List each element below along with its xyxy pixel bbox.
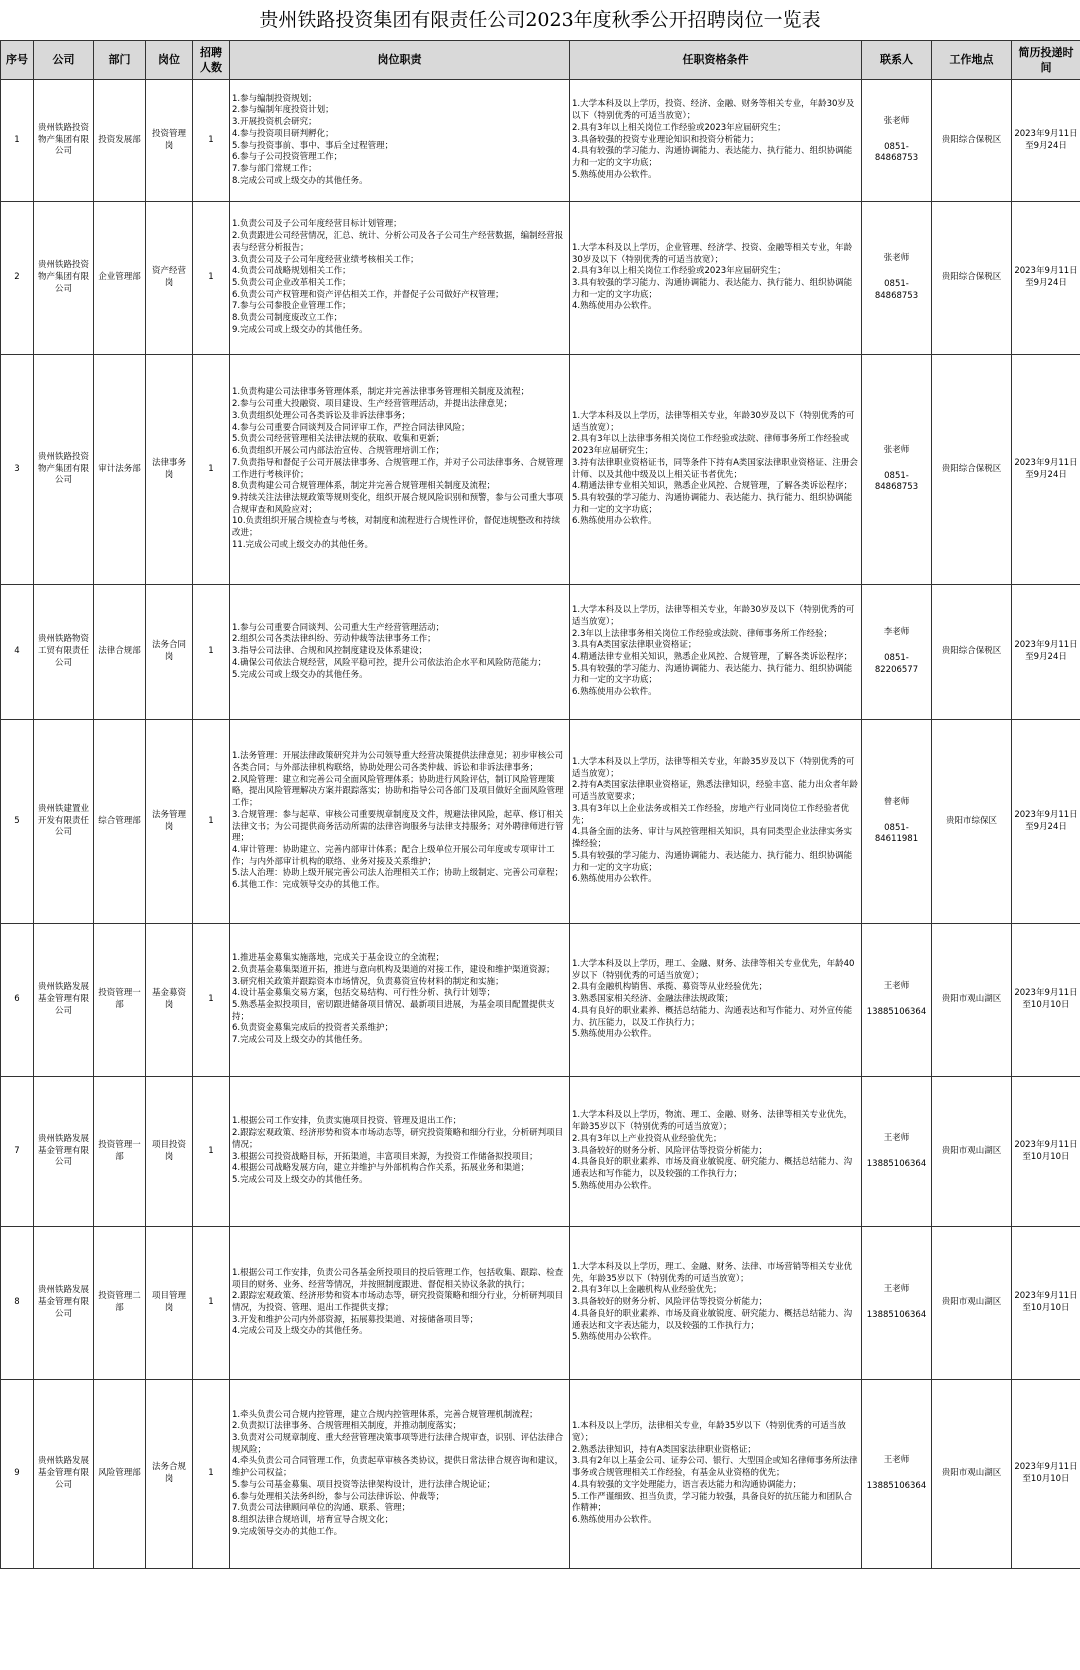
duty-item: 4.负责公司战略规划相关工作； — [232, 266, 351, 277]
duty-item: 6.其他工作：完成领导交办的其他工作。 — [232, 880, 385, 891]
req-item: 6.熟练使用办公软件。 — [572, 516, 657, 527]
row-post: 基金募资岗 — [146, 924, 193, 1077]
contact-name: 曾老师 — [883, 796, 910, 807]
duty-item: 4.根据公司战略发展方向，建立并维护与外部机构合作关系，拓展业务和渠道； — [232, 1163, 530, 1174]
row-post: 法务管理岗 — [146, 720, 193, 924]
duty-item: 5.参与投资事前、事中、事后全过程管理； — [232, 140, 394, 151]
req-item: 4.具有较强的文字处理能力，语言表达能力和沟通协调能力； — [572, 1479, 802, 1490]
row-place: 贵阳市观山湖区 — [932, 1077, 1012, 1227]
req-item: 5.熟练使用办公软件。 — [572, 1029, 657, 1040]
contact-name: 王老师 — [883, 1284, 910, 1295]
duty-item: 7.参与公司参股企业管理工作； — [232, 301, 351, 312]
row-count: 1 — [193, 1227, 230, 1380]
row-count: 1 — [193, 1077, 230, 1227]
row-contact — [862, 202, 932, 355]
row-place: 贵阳市观山湖区 — [932, 1227, 1012, 1380]
duty-item: 2.负责基金募集渠道开拓，推进与意向机构及渠道的对接工作，建设和维护渠道资源； — [232, 964, 555, 975]
duty-item: 5.熟悉基金拟投项目，密切跟进储备项目情况、最新项目进展，为基金项目配置提供支持； — [232, 1000, 555, 1022]
duty-item: 7.负责指导和督促子公司开展法律事务、合规管理工作，并对子公司法律事务、合规管理工作进行考核评价； — [232, 457, 564, 480]
row-time: 2023年9月11日至10月10日 — [1012, 1227, 1080, 1380]
row-contact — [862, 1227, 932, 1380]
row-company: 贵州铁路发展基金管理有限公司 — [34, 1227, 94, 1380]
req-item: 1.大学本科及以上学历，理工、金融、财务、法律等相关专业优先，年龄40岁以下（特别优秀的可适当放宽）； — [572, 958, 855, 981]
header-company: 公司 — [34, 41, 94, 80]
row-reqs — [570, 80, 862, 202]
duty-item: 7.参与部门常规工作； — [232, 163, 317, 174]
duty-item: 5.完成公司或上级交办的其他任务。 — [232, 669, 368, 680]
duty-item: 9.完成公司或上级交办的其他任务。 — [232, 324, 368, 335]
duty-item: 4.审计管理：协助建立、完善内部审计体系；配合上级单位开展公司年度或专项审计工作；与内外部审计机构的联络、业务对接及关系维护； — [232, 844, 555, 867]
row-dept: 投资管理一部 — [94, 1077, 146, 1227]
req-item: 2.具有3年以上相关岗位工作经验或2023年应届研究生； — [572, 266, 786, 277]
contact-phone: 0851-84611981 — [874, 822, 919, 845]
table-row — [1, 1077, 1080, 1227]
row-dept: 综合管理部 — [94, 720, 146, 924]
duty-item: 1.负责构建公司法律事务管理体系，制定并完善法律事务管理相关制度及流程； — [232, 387, 530, 398]
duty-item: 4.完成公司及上级交办的其他任务。 — [232, 1326, 368, 1337]
contact-name: 王老师 — [883, 1132, 910, 1143]
table-header — [1, 41, 1080, 80]
row-company: 贵州铁路物资工贸有限责任公司 — [34, 585, 94, 720]
req-item: 4.具备良好的职业素养、市场及商业敏锐度、研究能力、概括总结能力、沟通表达和文字表达能力，以及较强的工作执行力； — [572, 1308, 853, 1331]
req-item: 6.熟练使用办公软件。 — [572, 1515, 657, 1526]
row-contact — [862, 355, 932, 585]
req-item: 5.工作严谨细致、担当负责，学习能力较强，具备良好的抗压能力和团队合作精神； — [572, 1491, 853, 1514]
row-time: 2023年9月11日至10月10日 — [1012, 924, 1080, 1077]
row-no: 5 — [1, 720, 34, 924]
req-item: 2.持有A类国家法律职业资格证，熟悉法律知识，经验丰富、能力出众者年龄可适当放宽要求； — [572, 780, 858, 803]
duty-item: 5.负责公司经营管理相关法律法规的获取、收集和更新； — [232, 434, 445, 445]
table-row — [1, 202, 1080, 355]
row-dept: 企业管理部 — [94, 202, 146, 355]
req-item: 3.具有较强的学习能力、沟通协调能力、表达能力、执行能力、组织协调能力和一定的文字功底； — [572, 278, 853, 300]
header-no: 序号 — [1, 41, 34, 80]
duty-item: 7.完成公司及上级交办的其他任务。 — [232, 1035, 368, 1046]
row-contact — [862, 585, 932, 720]
contact-phone: 13885106364 — [866, 1007, 927, 1017]
req-item: 5.具有较强的学习能力、沟通协调能力、表达能力、执行能力、组织协调能力和一定的文字功底； — [572, 663, 853, 686]
row-place: 贵阳综合保税区 — [932, 202, 1012, 355]
duty-item: 2.跟踪宏观政策、经济形势和资本市场动态等，研究投资策略和细分行业，分析研判项目情况； — [232, 1128, 564, 1150]
duty-item: 4.参与投资项目研判孵化； — [232, 128, 334, 139]
row-contact — [862, 1077, 932, 1227]
req-item: 5.具有较强的学习能力、沟通协调能力、表达能力、执行能力、组织协调能力和一定的文字功底； — [572, 492, 853, 515]
duty-item: 5.负责公司企业改革相关工作； — [232, 278, 351, 288]
duty-item: 5.法人治理：协助上级开展完善公司法人治理相关工作；协助上级制定、完善公司章程； — [232, 868, 564, 879]
req-item: 6.熟练使用办公软件。 — [572, 874, 657, 885]
contact-name: 张老师 — [883, 444, 910, 455]
row-count: 1 — [193, 80, 230, 202]
row-time: 2023年9月11日至9月24日 — [1012, 80, 1080, 202]
row-duties — [230, 1380, 570, 1569]
duty-item: 3.研究相关政策并跟踪资本市场情况，负责募资宣传材料的制定和实施； — [232, 976, 504, 987]
duty-item: 1.参与编制投资规划； — [232, 93, 317, 104]
row-post: 法务合规岗 — [146, 1380, 193, 1569]
row-dept: 投资管理二部 — [94, 1227, 146, 1380]
duty-item: 8.完成公司或上级交办的其他任务。 — [232, 175, 368, 186]
row-duties — [230, 924, 570, 1077]
duty-item: 5.完成公司及上级交办的其他任务。 — [232, 1174, 368, 1185]
req-item: 1.大学本科及以上学历，法律等相关专业，年龄35岁及以下（特别优秀的可适当放宽）； — [572, 757, 855, 779]
row-contact — [862, 80, 932, 202]
row-time: 2023年9月11日至9月24日 — [1012, 355, 1080, 585]
req-item: 4.精通法律专业相关知识，熟悉企业风控、合规管理，了解各类诉讼程序； — [572, 652, 853, 662]
row-duties — [230, 1227, 570, 1380]
row-place: 贵阳综合保税区 — [932, 585, 1012, 720]
duty-item: 2.参与公司重大投融资、项目建设、生产经营管理活动，并提出法律意见； — [232, 399, 513, 410]
row-post: 法律事务岗 — [146, 355, 193, 585]
req-item: 6.熟练使用办公软件。 — [572, 687, 657, 698]
contact-name: 王老师 — [883, 1455, 910, 1466]
req-item: 3.具有2年以上基金公司、证券公司、银行、大型国企或知名律师事务所法律事务或合规管理相关工作经验，有基金从业资格的优先； — [572, 1456, 858, 1479]
row-company: 贵州铁路投资物产集团有限公司 — [34, 202, 94, 355]
row-time: 2023年9月11日至10月10日 — [1012, 1380, 1080, 1569]
req-item: 2.具有3年以上法律事务相关岗位工作经验或法院、律师事务所工作经验或2023年应届研究生； — [572, 434, 850, 457]
row-count: 1 — [193, 720, 230, 924]
req-item: 2.熟悉法律知识，持有A类国家法律职业资格证； — [572, 1444, 756, 1455]
duty-item: 3.负责组织处理公司各类诉讼及非诉法律事务； — [232, 410, 411, 421]
row-reqs — [570, 720, 862, 924]
row-duties — [230, 720, 570, 924]
contact-name: 张老师 — [883, 115, 910, 126]
req-item: 4.具备良好的职业素养、市场及商业敏锐度、研究能力、概括总结能力、沟通表达和写作能力，以及较强的工作执行力； — [572, 1157, 853, 1180]
req-item: 3.持有法律职业资格证书，同等条件下持有A类国家法律职业资格证、注册会计师、以及其他中级及以上相关证书者优先； — [572, 457, 858, 480]
row-count: 1 — [193, 355, 230, 585]
contact-name: 李老师 — [883, 627, 910, 638]
row-duties — [230, 80, 570, 202]
duty-item: 3.指导公司法律、合规和风控制度建设及体系建设； — [232, 646, 428, 657]
header-count: 招聘人数 — [193, 41, 230, 80]
duty-item: 4.牵头负责公司合同管理工作，负责起草审核各类协议，提供日常法律合规咨询和建议，维护公司权益； — [232, 1456, 564, 1479]
duty-item: 1.根据公司工作安排，负责实施项目投资、管理及退出工作； — [232, 1116, 462, 1127]
table-row — [1, 355, 1080, 585]
duty-item: 1.参与公司重要合同谈判、公司重大生产经营管理活动； — [232, 622, 445, 633]
duty-item: 3.开展投资机会研究； — [232, 117, 317, 128]
duty-item: 10.负责组织开展合规检查与考核，对制度和流程进行合规性评价，督促违规整改和持续改进； — [232, 516, 561, 539]
duty-item: 6.负责资金募集完成后的投资者关系维护； — [232, 1023, 394, 1034]
req-item: 4.熟练使用办公软件。 — [572, 301, 657, 312]
row-reqs — [570, 924, 862, 1077]
req-item: 1.大学本科及以上学历，法律等相关专业，年龄30岁及以下（特别优秀的可适当放宽）； — [572, 410, 855, 433]
header-post: 岗位 — [146, 41, 193, 80]
contact-phone: 0851-84868753 — [874, 470, 919, 493]
req-item: 1.本科及以上学历，法律相关专业，年龄35岁以下（特别优秀的可适当放宽）； — [572, 1421, 846, 1443]
req-item: 4.具有较强的学习能力、沟通协调能力、表达能力、执行能力、组织协调能力和一定的文字功底； — [572, 146, 853, 169]
duty-item: 8.组织法律合规培训，培育宣导合规文化； — [232, 1515, 394, 1526]
duty-item: 11.完成公司或上级交办的其他任务。 — [232, 539, 374, 550]
row-duties — [230, 355, 570, 585]
duty-item: 6.负责组织开展公司内部法治宣传、合规管理培训工作； — [232, 446, 445, 457]
duty-item: 3.开发和维护公司内外部资源，拓展募投渠道、对接储备项目等； — [232, 1314, 479, 1325]
row-place: 贵阳市观山湖区 — [932, 924, 1012, 1077]
row-post: 项目管理岗 — [146, 1227, 193, 1380]
duty-item: 3.合规管理：参与起草、审核公司重要规章制度及文件，规避法律风险，起草、修订相关法律文书；为公司提供商务活动所需的法律咨询服务与法律支持服务；对外聘律师进行管理； — [232, 809, 564, 844]
row-place: 贵阳市综保区 — [932, 720, 1012, 924]
row-no: 3 — [1, 355, 34, 585]
req-item: 4.具备全面的法务、审计与风控管理相关知识，具有同类型企业法律实务实操经验； — [572, 827, 853, 850]
table-row — [1, 1380, 1080, 1569]
table-row — [1, 1227, 1080, 1380]
req-item: 1.大学本科及以上学历，物流、理工、金融、财务、法律等相关专业优先，年龄35岁以下（特别优秀的可适当放宽）； — [572, 1110, 853, 1133]
row-company: 贵州铁路发展基金管理有限公司 — [34, 924, 94, 1077]
row-contact — [862, 1380, 932, 1569]
row-time: 2023年9月11日至9月24日 — [1012, 202, 1080, 355]
duty-item: 2.风险管理：建立和完善公司全面风险管理体系；协助进行风险评估，制订风险管理策略，提出风险管理解决方案并跟踪落实；协助和指导公司各部门及项目做好全面风险管理工作； — [232, 774, 564, 809]
req-item: 2.具有金融机构销售、承揽、募资等从业经验优先； — [572, 982, 768, 993]
contact-name: 张老师 — [883, 253, 910, 264]
table-row — [1, 585, 1080, 720]
row-count: 1 — [193, 1380, 230, 1569]
header-reqs: 任职资格条件 — [570, 41, 862, 80]
page-title: 贵州铁路投资集团有限责任公司2023年度秋季公开招聘岗位一览表 — [259, 9, 821, 31]
row-reqs — [570, 355, 862, 585]
duty-item: 8.负责公司制度废改立工作； — [232, 313, 343, 324]
contact-phone: 0851-84868753 — [874, 279, 919, 301]
row-dept: 投资发展部 — [94, 80, 146, 202]
duty-item: 3.负责对公司规章制度、重大经营管理决策事项等进行法律合规审查，识别、评估法律合规风险； — [232, 1432, 564, 1455]
req-item: 1.大学本科及以上学历，企业管理、经济学、投资、金融等相关专业，年龄30岁及以下（特别优秀的可适当放宽）； — [572, 242, 853, 265]
req-item: 3.具备较强的投资专业理论知识和投资分析能力； — [572, 134, 759, 145]
row-dept: 法律合规部 — [94, 585, 146, 720]
row-no: 7 — [1, 1077, 34, 1227]
row-reqs — [570, 1227, 862, 1380]
duty-item: 9.完成领导交办的其他工作。 — [232, 1526, 343, 1537]
contact-name: 王老师 — [883, 981, 910, 992]
contact-phone: 0851-84868753 — [874, 141, 919, 164]
row-no: 2 — [1, 202, 34, 355]
contact-phone: 0851-82206577 — [874, 653, 919, 675]
row-count: 1 — [193, 924, 230, 1077]
duty-item: 3.负责公司及子公司年度经营业绩考核相关工作； — [232, 254, 419, 265]
req-item: 1.大学本科及以上学历，理工、金融、财务、法律、市场营销等相关专业优先，年龄35岁以下（特别优秀的可适当放宽）； — [572, 1261, 853, 1284]
req-item: 3.具有3年以上企业法务或相关工作经验，房地产行业同岗位工作经验者优先； — [572, 803, 850, 826]
row-reqs — [570, 202, 862, 355]
duty-item: 6.负责公司产权管理和资产评估相关工作，并督促子公司做好产权管理； — [232, 289, 504, 300]
row-reqs — [570, 1380, 862, 1569]
row-contact — [862, 924, 932, 1077]
row-dept: 投资管理一部 — [94, 924, 146, 1077]
duty-item: 5.参与公司基金募集、项目投资等法律架构设计，进行法律合规论证； — [232, 1479, 496, 1490]
duty-item: 2.负责拟订法律事务、合规管理相关制度，并推动制度落实； — [232, 1421, 462, 1432]
contact-phone: 13885106364 — [866, 1158, 927, 1169]
row-post: 项目投资岗 — [146, 1077, 193, 1227]
row-no: 8 — [1, 1227, 34, 1380]
req-item: 2.3年以上法律事务相关岗位工作经验或法院、律师事务所工作经验； — [572, 628, 833, 639]
duty-item: 4.确保公司依法合规经营，风险平稳可控，提升公司依法治企水平和风险防范能力； — [232, 657, 547, 668]
duty-item: 7.负责公司法律顾问单位的沟通、联系、管理； — [232, 1503, 411, 1514]
header-contact: 联系人 — [862, 41, 932, 80]
row-no: 6 — [1, 924, 34, 1077]
duty-item: 2.负责跟进公司经营情况，汇总、统计、分析公司及各子公司生产经营数据，编制经营报表与经营分析报告； — [232, 231, 564, 253]
req-item: 2.具有3年以上产业投资从业经验优先； — [572, 1133, 722, 1144]
row-place: 贵阳综合保税区 — [932, 80, 1012, 202]
duty-item: 9.持续关注法律法规政策等规则变化，组织开展合规风险识别和预警，参与公司重大事项合规审查和风险应对； — [232, 492, 564, 515]
row-no: 1 — [1, 80, 34, 202]
duty-item: 6.参与处理相关法务纠纷，参与公司法律诉讼、仲裁等； — [232, 1491, 445, 1502]
row-reqs — [570, 585, 862, 720]
row-place: 贵阳综合保税区 — [932, 355, 1012, 585]
row-duties — [230, 585, 570, 720]
contact-phone: 13885106364 — [866, 1310, 927, 1320]
duty-item: 2.参与编制年度投资计划； — [232, 105, 334, 116]
contact-phone: 13885106364 — [866, 1481, 927, 1491]
row-place: 贵阳市观山湖区 — [932, 1380, 1012, 1569]
row-duties — [230, 202, 570, 355]
row-company: 贵州铁路发展基金管理有限公司 — [34, 1380, 94, 1569]
row-reqs — [570, 1077, 862, 1227]
row-no: 9 — [1, 1380, 34, 1569]
duty-item: 1.根据公司工作安排，负责公司各基金所投项目的投后管理工作，包括收集、跟踪、检查项目的财务、业务、经营等情况，并按照制度跟进、督促相关协议条款的执行； — [232, 1267, 564, 1290]
job-table — [0, 40, 1080, 1569]
req-item: 5.具有较强的学习能力、沟通协调能力、表达能力、执行能力、组织协调能力和一定的文字功底； — [572, 850, 853, 873]
row-time: 2023年9月11日至10月10日 — [1012, 1077, 1080, 1227]
req-item: 5.熟练使用办公软件。 — [572, 1180, 657, 1191]
row-contact — [862, 720, 932, 924]
row-time: 2023年9月11日至9月24日 — [1012, 720, 1080, 924]
duty-item: 1.法务管理：开展法律政策研究并为公司领导重大经营决策提供法律意见；初步审核公司各类合同；与外部法律机构联络，协助处理公司各类仲裁、诉讼和非诉法律事务； — [232, 751, 564, 773]
row-dept: 审计法务部 — [94, 355, 146, 585]
req-item: 5.熟练使用办公软件。 — [572, 1332, 657, 1343]
table-row — [1, 80, 1080, 202]
req-item: 4.具有良好的职业素养、概括总结能力、沟通表达和写作能力、对外宣传能力、抗压能力，以及工作执行力； — [572, 1005, 853, 1028]
duty-item: 6.参与子公司投资管理工作； — [232, 152, 343, 163]
row-count: 1 — [193, 202, 230, 355]
row-count: 1 — [193, 585, 230, 720]
duty-item: 1.负责公司及子公司年度经营目标计划管理； — [232, 219, 402, 230]
row-post: 资产经营岗 — [146, 202, 193, 355]
table-row — [1, 924, 1080, 1077]
req-item: 1.大学本科及以上学历，法律等相关专业，年龄30岁及以下（特别优秀的可适当放宽）； — [572, 605, 855, 627]
header-place: 工作地点 — [932, 41, 1012, 80]
row-post: 法务合同岗 — [146, 585, 193, 720]
row-duties — [230, 1077, 570, 1227]
req-item: 2.具有3年以上金融机构从业经验优先； — [572, 1285, 722, 1296]
row-company: 贵州铁路投资物产集团有限公司 — [34, 355, 94, 585]
duty-item: 3.根据公司投资战略目标，开拓渠道，丰富项目来源，为投资工作储备拟投项目； — [232, 1151, 538, 1162]
header-dept: 部门 — [94, 41, 146, 80]
req-item: 3.具有A类国家法律职业资格证； — [572, 640, 697, 651]
duty-item: 1.牵头负责公司合规内控管理，建立合规内控管理体系，完善合规管理机制流程； — [232, 1409, 538, 1420]
row-company: 贵州铁建置业开发有限责任公司 — [34, 720, 94, 924]
req-item: 2.具有3年以上相关岗位工作经验或2023年应届研究生； — [572, 122, 786, 133]
duty-item: 2.跟踪宏观政策、经济形势和资本市场动态等，研究投资策略和细分行业，分析研判项目情况，为投资、管理、退出工作提供支撑； — [232, 1291, 564, 1313]
duty-item: 1.推进基金募集实施落地，完成关于基金设立的全流程； — [232, 953, 445, 964]
req-item: 1.大学本科及以上学历，投资、经济、金融、财务等相关专业，年龄30岁及以下（特别优秀的可适当放宽）； — [572, 99, 855, 122]
row-company: 贵州铁路投资物产集团有限公司 — [34, 80, 94, 202]
row-company: 贵州铁路发展基金管理有限公司 — [34, 1077, 94, 1227]
header-time: 简历投递时间 — [1012, 41, 1080, 80]
req-item: 3.具备较好的财务分析、风险评估等投资分析能力； — [572, 1145, 768, 1156]
table-body — [1, 80, 1080, 1569]
row-post: 投资管理岗 — [146, 80, 193, 202]
duty-item: 8.负责构建公司合规管理体系，制定并完善合规管理相关制度及流程； — [232, 481, 496, 492]
table-row — [1, 720, 1080, 924]
duty-item: 2.组织公司各类法律纠纷、劳动仲裁等法律事务工作； — [232, 634, 436, 645]
header-duties: 岗位职责 — [230, 41, 570, 80]
duty-item: 4.设计基金募集交易方案，包括交易结构、可行性分析、执行计划等； — [232, 988, 496, 999]
req-item: 4.精通法律专业相关知识，熟悉企业风控、合规管理，了解各类诉讼程序； — [572, 481, 853, 492]
row-dept: 风险管理部 — [94, 1380, 146, 1569]
req-item: 5.熟练使用办公软件。 — [572, 169, 657, 180]
row-no: 4 — [1, 585, 34, 720]
row-time: 2023年9月11日至9月24日 — [1012, 585, 1080, 720]
req-item: 3.具备较好的财务分析、风险评估等投资分析能力； — [572, 1297, 768, 1308]
req-item: 3.熟悉国家相关经济、金融法律法规政策； — [572, 994, 734, 1005]
duty-item: 4.参与公司重要合同谈判及合同评审工作，严控合同法律风险； — [232, 422, 470, 433]
